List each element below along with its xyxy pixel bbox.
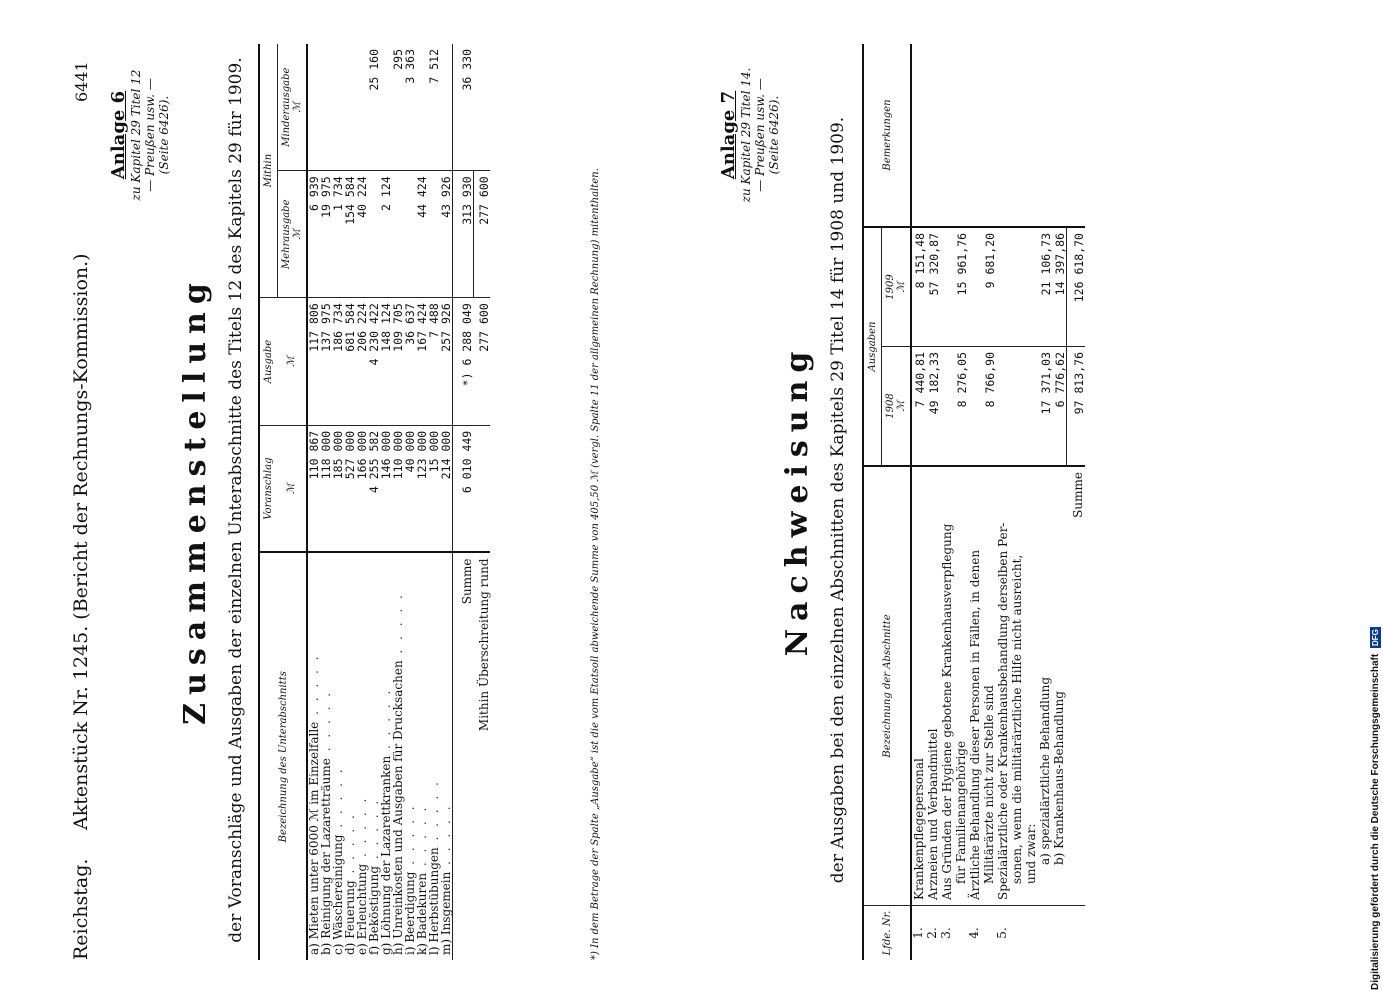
table1-cell-budget: 123 000	[416, 425, 428, 552]
table2-row-no: 1.	[911, 927, 925, 939]
table1-row-key: h)	[391, 942, 405, 955]
table1-cell-spent: 117 806	[307, 298, 320, 426]
table2-row-no: 2.	[925, 927, 939, 939]
table1-cell-more: 40 224	[356, 171, 368, 298]
table1-col-spent: Ausgabe	[259, 298, 278, 426]
table2-cell-1908: 6 776,62	[1052, 347, 1066, 467]
table2-sum-1908: 97 813,76	[1066, 347, 1085, 467]
table1-row-leader: . . . . .	[379, 687, 393, 756]
table2-body	[911, 44, 1085, 960]
table2-col-1908	[882, 347, 912, 467]
table1-row-leader: . . . . .	[343, 812, 357, 881]
table1-row-key: k)	[415, 943, 429, 955]
table2-cell-1909: 57 320,87	[926, 227, 940, 347]
table1-row-text: Beköstigung	[367, 865, 381, 943]
table1-row-leader: . . . . .	[331, 766, 345, 835]
table1-sum-less: 36 330	[453, 44, 474, 171]
table1	[258, 44, 490, 960]
table1-sum-more: 313 930	[453, 171, 474, 298]
table2-cell-notes	[1038, 44, 1052, 227]
table1-cell-budget: 15 000	[428, 425, 440, 552]
annex6-title: Anlage 6	[108, 90, 129, 180]
table2-row-text-line: Ärztliche Behandlung dieser Personen in Fällen, in denen	[968, 549, 982, 900]
table1-row-text: Erleuchtung	[355, 863, 369, 940]
table1-cell-budget: 110 000	[392, 425, 404, 552]
table1-cell-budget: 214 000	[440, 425, 453, 552]
table1-cell-spent: 109 705	[392, 298, 404, 426]
annex6-line3: (Seite 6426).	[157, 95, 171, 175]
table1-row-key: i)	[403, 946, 417, 955]
table2-cell-1909	[996, 227, 1038, 347]
dfg-logo: DFG	[1371, 629, 1380, 647]
annex6-block	[108, 50, 171, 220]
table2-unit-1909: ℳ	[896, 281, 907, 293]
table1-heading: Zusammenstellung	[178, 275, 213, 725]
table1-cell-budget: 185 000	[332, 425, 344, 552]
table1-row-text: Mieten unter 6000 ℳ im Einzelfalle	[307, 721, 321, 940]
table1-cell-spent: 148 124	[380, 298, 392, 426]
table2-cell-1908: 8 276,05	[940, 347, 968, 467]
table2-row	[940, 44, 968, 960]
table1-cell-less	[307, 44, 320, 171]
table1-row-leader: . . . . .	[319, 689, 333, 759]
table1-col-label: Bezeichnung des Unterabschnitts	[259, 552, 307, 960]
table2-col-spent: Ausgaben	[863, 227, 882, 466]
digitization-credit-text: Digitalisierung gefördert durch die Deutsche Forschungsgemeinschaft	[1370, 653, 1381, 990]
table2-row	[996, 44, 1038, 960]
table2-sum-label: Summe	[1066, 466, 1085, 906]
annex7-line2: — Preußen usw. —	[753, 78, 767, 192]
table1-col-more-label: Mehrausgabe	[281, 199, 292, 270]
table1-cell-less	[320, 44, 332, 171]
table1-cell-more: 43 926	[440, 171, 453, 298]
table2-cell-notes	[996, 44, 1038, 227]
table2-col-1908-label: 1908	[885, 393, 896, 419]
table1-row-key: b)	[319, 942, 333, 955]
table1-col-less-label: Minderausgabe	[281, 67, 292, 147]
table1-cell-spent: 7 488	[428, 298, 440, 426]
table1-cell-more: 154 584	[344, 171, 356, 298]
table1-row	[440, 44, 453, 960]
table1-unit-spent: ℳ	[278, 298, 308, 426]
annex7-line1: zu Kapitel 29 Titel 14.	[739, 67, 753, 203]
table1-cell-spent: 167 424	[416, 298, 428, 426]
header-center: Aktenstück Nr. 1245. (Bericht der Rechnungs-Kommission.)	[70, 253, 92, 830]
table1-cell-spent: 681 584	[344, 298, 356, 426]
table1-row-text: Beerdigung	[403, 871, 417, 943]
table1-net-budget	[474, 425, 491, 552]
table2-row-no: 5.	[995, 927, 1009, 939]
table1-row-key: m)	[439, 938, 453, 955]
table2-unit-1908: ℳ	[896, 400, 907, 412]
table1-cell-budget: 166 000	[356, 425, 368, 552]
table1-row-leader: . . . . .	[307, 653, 321, 722]
table2-cell-1908: 8 766,90	[968, 347, 996, 467]
table2-row-label	[911, 466, 926, 906]
table2-row	[911, 44, 926, 960]
table2-sum-notes	[1066, 44, 1085, 227]
table1-unit-less: ℳ	[292, 101, 303, 113]
table1-row-text: Unreinkosten und Ausgaben für Drucksachen	[391, 660, 405, 939]
table2-subtitle: der Ausgaben bei den einzelnen Abschnitten des Kapitels 29 Titel 14 für 1908 und 1909.	[828, 116, 848, 884]
table1-row-label	[440, 552, 453, 960]
table2-col-1909-label: 1909	[885, 274, 896, 300]
table2-cell-notes	[926, 44, 940, 227]
table2-col-no: Lfde. Nr.	[863, 906, 911, 961]
table2-cell-1908	[996, 347, 1038, 467]
table2-row-no: 3.	[939, 927, 953, 939]
table1-cell-spent: 186 734	[332, 298, 344, 426]
table2-row-text-line: Arzneien und Verbandmittel	[926, 728, 940, 900]
table1-col-less	[278, 44, 308, 171]
table2-row-text-line: Aus Gründen der Hygiene gebotene Krankenhausverpflegung	[940, 523, 954, 900]
table2-row	[926, 44, 940, 960]
table1-row-key: c)	[331, 943, 345, 955]
table1-row-text: Badekuren	[415, 872, 429, 940]
table1-col-more	[278, 171, 308, 298]
table2-row-text-line: sonen, wenn die militärärztliche Hilfe nicht ausreicht,	[1010, 554, 1024, 884]
table1-net-row	[474, 44, 491, 960]
table1-cell-more	[392, 171, 404, 298]
table1-cell-budget: 146 000	[380, 425, 392, 552]
table1-row-leader: . . . . .	[391, 592, 405, 661]
table1-row-key: a)	[307, 943, 321, 955]
table2-col-label: Bezeichnung der Abschnitte	[863, 466, 911, 906]
table1-row-leader: . . . . .	[427, 779, 441, 848]
table1-net-more: 277 600	[474, 171, 491, 298]
table1-unit-more: ℳ	[292, 228, 303, 240]
table2-row-text-line: Militärärzte nicht zur Stelle sind	[982, 685, 996, 884]
table1-cell-less: 7 512	[428, 44, 440, 171]
table2-cell-notes	[940, 44, 968, 227]
table1-row-text: Löhnung der Lazarettkranken	[379, 755, 393, 939]
annex6-line1: zu Kapitel 29 Titel 12	[129, 69, 143, 201]
table1-cell-less: 295	[392, 44, 404, 171]
table2-row-label	[926, 466, 940, 906]
table1-row-leader: . . . . .	[439, 803, 453, 872]
table1-cell-more: 44 424	[416, 171, 428, 298]
table1-net-spent: 277 600	[474, 298, 491, 426]
table2-row-label	[1052, 466, 1066, 906]
table2-cell-1908: 49 182,33	[926, 347, 940, 467]
table2-row	[1038, 44, 1052, 960]
table1-cell-budget: 118 000	[320, 425, 332, 552]
table2-row-label	[940, 466, 968, 906]
table1-row-text: Herbstübungen	[427, 847, 441, 943]
table2-row-text-line: und zwar:	[1024, 823, 1038, 884]
table1-row-key: g)	[379, 942, 393, 955]
table2-row-no	[1038, 906, 1052, 961]
table1-row-key: e)	[355, 943, 369, 955]
table1-row-text: Insgemein	[439, 871, 453, 936]
table1-row-text: Feuerung	[343, 880, 357, 939]
table2-cell-notes	[968, 44, 996, 227]
table2-heading: Nachweisung	[780, 343, 815, 657]
table1-sum-spent: *) 6 288 049	[453, 298, 474, 426]
header-left: Reichstag.	[70, 858, 92, 960]
table1-row-leader: . . . . .	[367, 797, 381, 866]
annex7-title: Anlage 7	[718, 90, 739, 180]
annex7-line3: (Seite 6426).	[767, 95, 781, 175]
table1-sum-label: Summe	[460, 558, 475, 605]
table2-row-text-line: Krankenpflegepersonal	[912, 758, 926, 900]
table2-sum-row	[1066, 44, 1085, 960]
table1-unit-budget: ℳ	[278, 425, 308, 552]
digitization-credit	[1370, 627, 1381, 990]
table1-body	[307, 44, 490, 960]
page-number: 6441	[72, 61, 91, 102]
table2-cell-1909: 14 397,86	[1052, 227, 1066, 347]
table2-cell-1909: 9 681,20	[968, 227, 996, 347]
table2-cell-notes	[1052, 44, 1066, 227]
table2-col-1909	[882, 227, 912, 347]
table1-row-leader: . . . . .	[355, 795, 369, 864]
table1-sum-row	[453, 44, 474, 960]
table1-cell-less	[344, 44, 356, 171]
table1-cell-budget: 527 000	[344, 425, 356, 552]
table1-cell-less: 3 363	[404, 44, 416, 171]
table1-sum-budget: 6 010 449	[453, 425, 474, 552]
table1-cell-less	[440, 44, 453, 171]
table2-sum-no	[1066, 906, 1085, 961]
table1-row-key: f)	[367, 945, 381, 955]
table2	[862, 44, 1085, 960]
table2-row-label	[1038, 466, 1052, 906]
table2-cell-1909: 21 106,73	[1038, 227, 1052, 347]
table1-row-leader: . . . . .	[415, 804, 429, 873]
table1-row-text: Reinigung der Lazaretträume	[319, 758, 333, 939]
table1-row-leader: . . . . .	[403, 803, 417, 872]
table2-row-text-line: für Familienangehörige	[954, 740, 968, 884]
table1-col-budget: Voranschlag	[259, 425, 278, 552]
table1-cell-budget: 110 867	[307, 425, 320, 552]
table2-row	[1052, 44, 1066, 960]
table2-row	[968, 44, 996, 960]
table2-sum-1909: 126 618,70	[1066, 227, 1085, 347]
table1-cell-budget: 4 255 582	[368, 425, 380, 552]
table2-cell-1908: 17 371,03	[1038, 347, 1052, 467]
table2-col-notes: Bemerkungen	[863, 44, 911, 227]
table1-row-key: l)	[427, 946, 441, 955]
table1-subtitle: der Voranschläge und Ausgaben der einzelnen Unterabschnitte des Titels 12 des Kapitels 29 für 1909.	[226, 57, 246, 943]
table1-cell-spent: 36 637	[404, 298, 416, 426]
table1-cell-less: 25 160	[368, 44, 380, 171]
table2-row-text-line: b) Krankenhaus-Behandlung	[1052, 691, 1066, 865]
table2-row-no: 4.	[967, 927, 981, 939]
table2-row-no	[1052, 906, 1066, 961]
table1-cell-spent: 137 975	[320, 298, 332, 426]
table1-col-within: Mithin	[259, 44, 278, 298]
table1-cell-budget: 40 000	[404, 425, 416, 552]
table1-cell-spent: 257 926	[440, 298, 453, 426]
table1-cell-more: 19 975	[320, 171, 332, 298]
table1-footnote: *) In dem Betrage der Spalte „Ausgabe“ ist die vom Etatsoll abweichende Summe von 405,50 ℳ (vergl. Spalte 11 der allgemeinen Rechnung) mitenthalten.	[590, 168, 601, 960]
table1-cell-more: 6 939	[307, 171, 320, 298]
table1-cell-spent: 206 224	[356, 298, 368, 426]
table2-cell-1909: 15 961,76	[940, 227, 968, 347]
table1-cell-less	[332, 44, 344, 171]
table2-cell-1908: 7 440,81	[911, 347, 926, 467]
table2-row-text-line: Spezialärztliche oder Krankenhausbehandlung derselben Per-	[996, 522, 1010, 900]
table2-cell-1909: 8 151,48	[911, 227, 926, 347]
table2-cell-notes	[911, 44, 926, 227]
table2-row-label	[968, 466, 996, 906]
table1-net-less	[474, 44, 491, 171]
table1-cell-spent: 4 230 422	[368, 298, 380, 426]
table2-row-label	[996, 466, 1038, 906]
table1-cell-more: 2 124	[380, 171, 392, 298]
table1-net-label: Mithin Überschreitung rund	[476, 558, 491, 732]
table1-row-text: Wäschereinigung	[331, 834, 345, 940]
table1-cell-more: 1 734	[332, 171, 344, 298]
annex7-block	[718, 50, 781, 220]
table1-row-key: d)	[343, 942, 357, 955]
table2-row-text-line: a) spezialärztliche Behandlung	[1038, 676, 1052, 865]
annex6-line2: — Preußen usw. —	[143, 78, 157, 192]
